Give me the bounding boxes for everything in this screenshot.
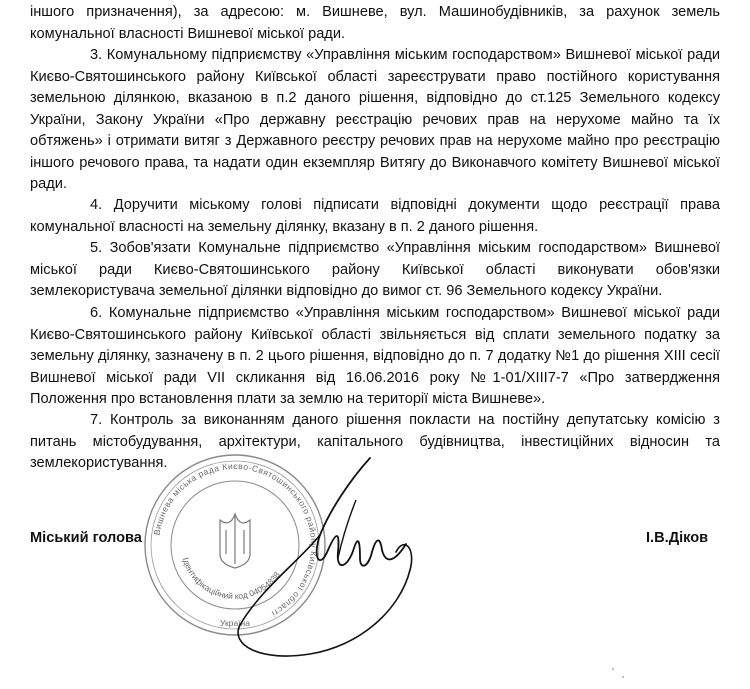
seal-bottom-text: Україна [220,618,250,628]
seal-inner-text: Ідентифікаційний код 04054838 [180,556,282,602]
paragraph-text: 4. Доручити міському голові підписати відповідні документи щодо реєстрації права комунальної власності на земельну ділянку, вказану в п. 2 даного рішення. [30,197,720,235]
paragraph-3 [30,45,720,196]
scan-speck [612,668,614,670]
paragraph-5 [30,238,720,303]
paragraph-text: іншого призначення), за адресою: м. Вишневе, вул. Машинобудівників, за рахунок земель комунальної власності Вишневої міської ради. [30,4,720,42]
paragraph-text: 5. Зобов'язати Комунальне підприємство «Управління міським господарством» Вишневої міської ради Києво-Святошинського району Київської області виконувати обов'язки землекористувача земельної ділянки відповідно до вимог ст. 96 Земельного кодексу України. [30,240,720,299]
handwritten-signature [200,440,440,670]
scan-speck [622,676,624,678]
paragraph-text: 7. Контроль за виконанням даного рішення покласти на постійну депутатську комісію з питань містобудування, архітектури, капітального будівництва, інвестиційних відносин та землекористування. [30,412,720,471]
signature-name: І.В.Діков [646,530,709,546]
seal-ring-text: Вишнева міська рада Києво-Святошинського району Київської області [151,460,320,620]
paragraph-2-continuation [30,2,720,45]
paragraph-6 [30,303,720,411]
signature-title: Міський голова [30,530,142,546]
paragraph-text: 6. Комунальне підприємство «Управління міським господарством» Вишневої міської ради Києво-Святошинського району Київської області звільняється від сплати земельного податку за земельну ділянку, зазначену в п. 2 цього рішення, відповідно до п. 7 додатку №1 до рішення XIII сесії Вишневої міської ради VII скликання від 16.06.2016 року №1-01/XIII7-7 «Про затвердження Положення про встановлення плати за землю на території міста Вишневе». [30,305,720,407]
paragraph-text: 3. Комунальному підприємству «Управління міським господарством» Вишневої міської ради Києво-Святошинського району Київської області зареєструвати право постійного користування земельною ділянкою, вказаною в п.2 даного рішення, відповідно до ст.125 Земельного кодексу України, Закону України «Про державну реєстрацію речових прав на нерухоме майно та їх обтяжень» і отримати витяг з Державного реєстру речових прав на нерухоме майно про реєстрацію іншого речового права, та надати один екземпляр Витягу до Виконавчого комітету Вишневої міської ради. [30,47,720,192]
paragraph-4 [30,195,720,238]
